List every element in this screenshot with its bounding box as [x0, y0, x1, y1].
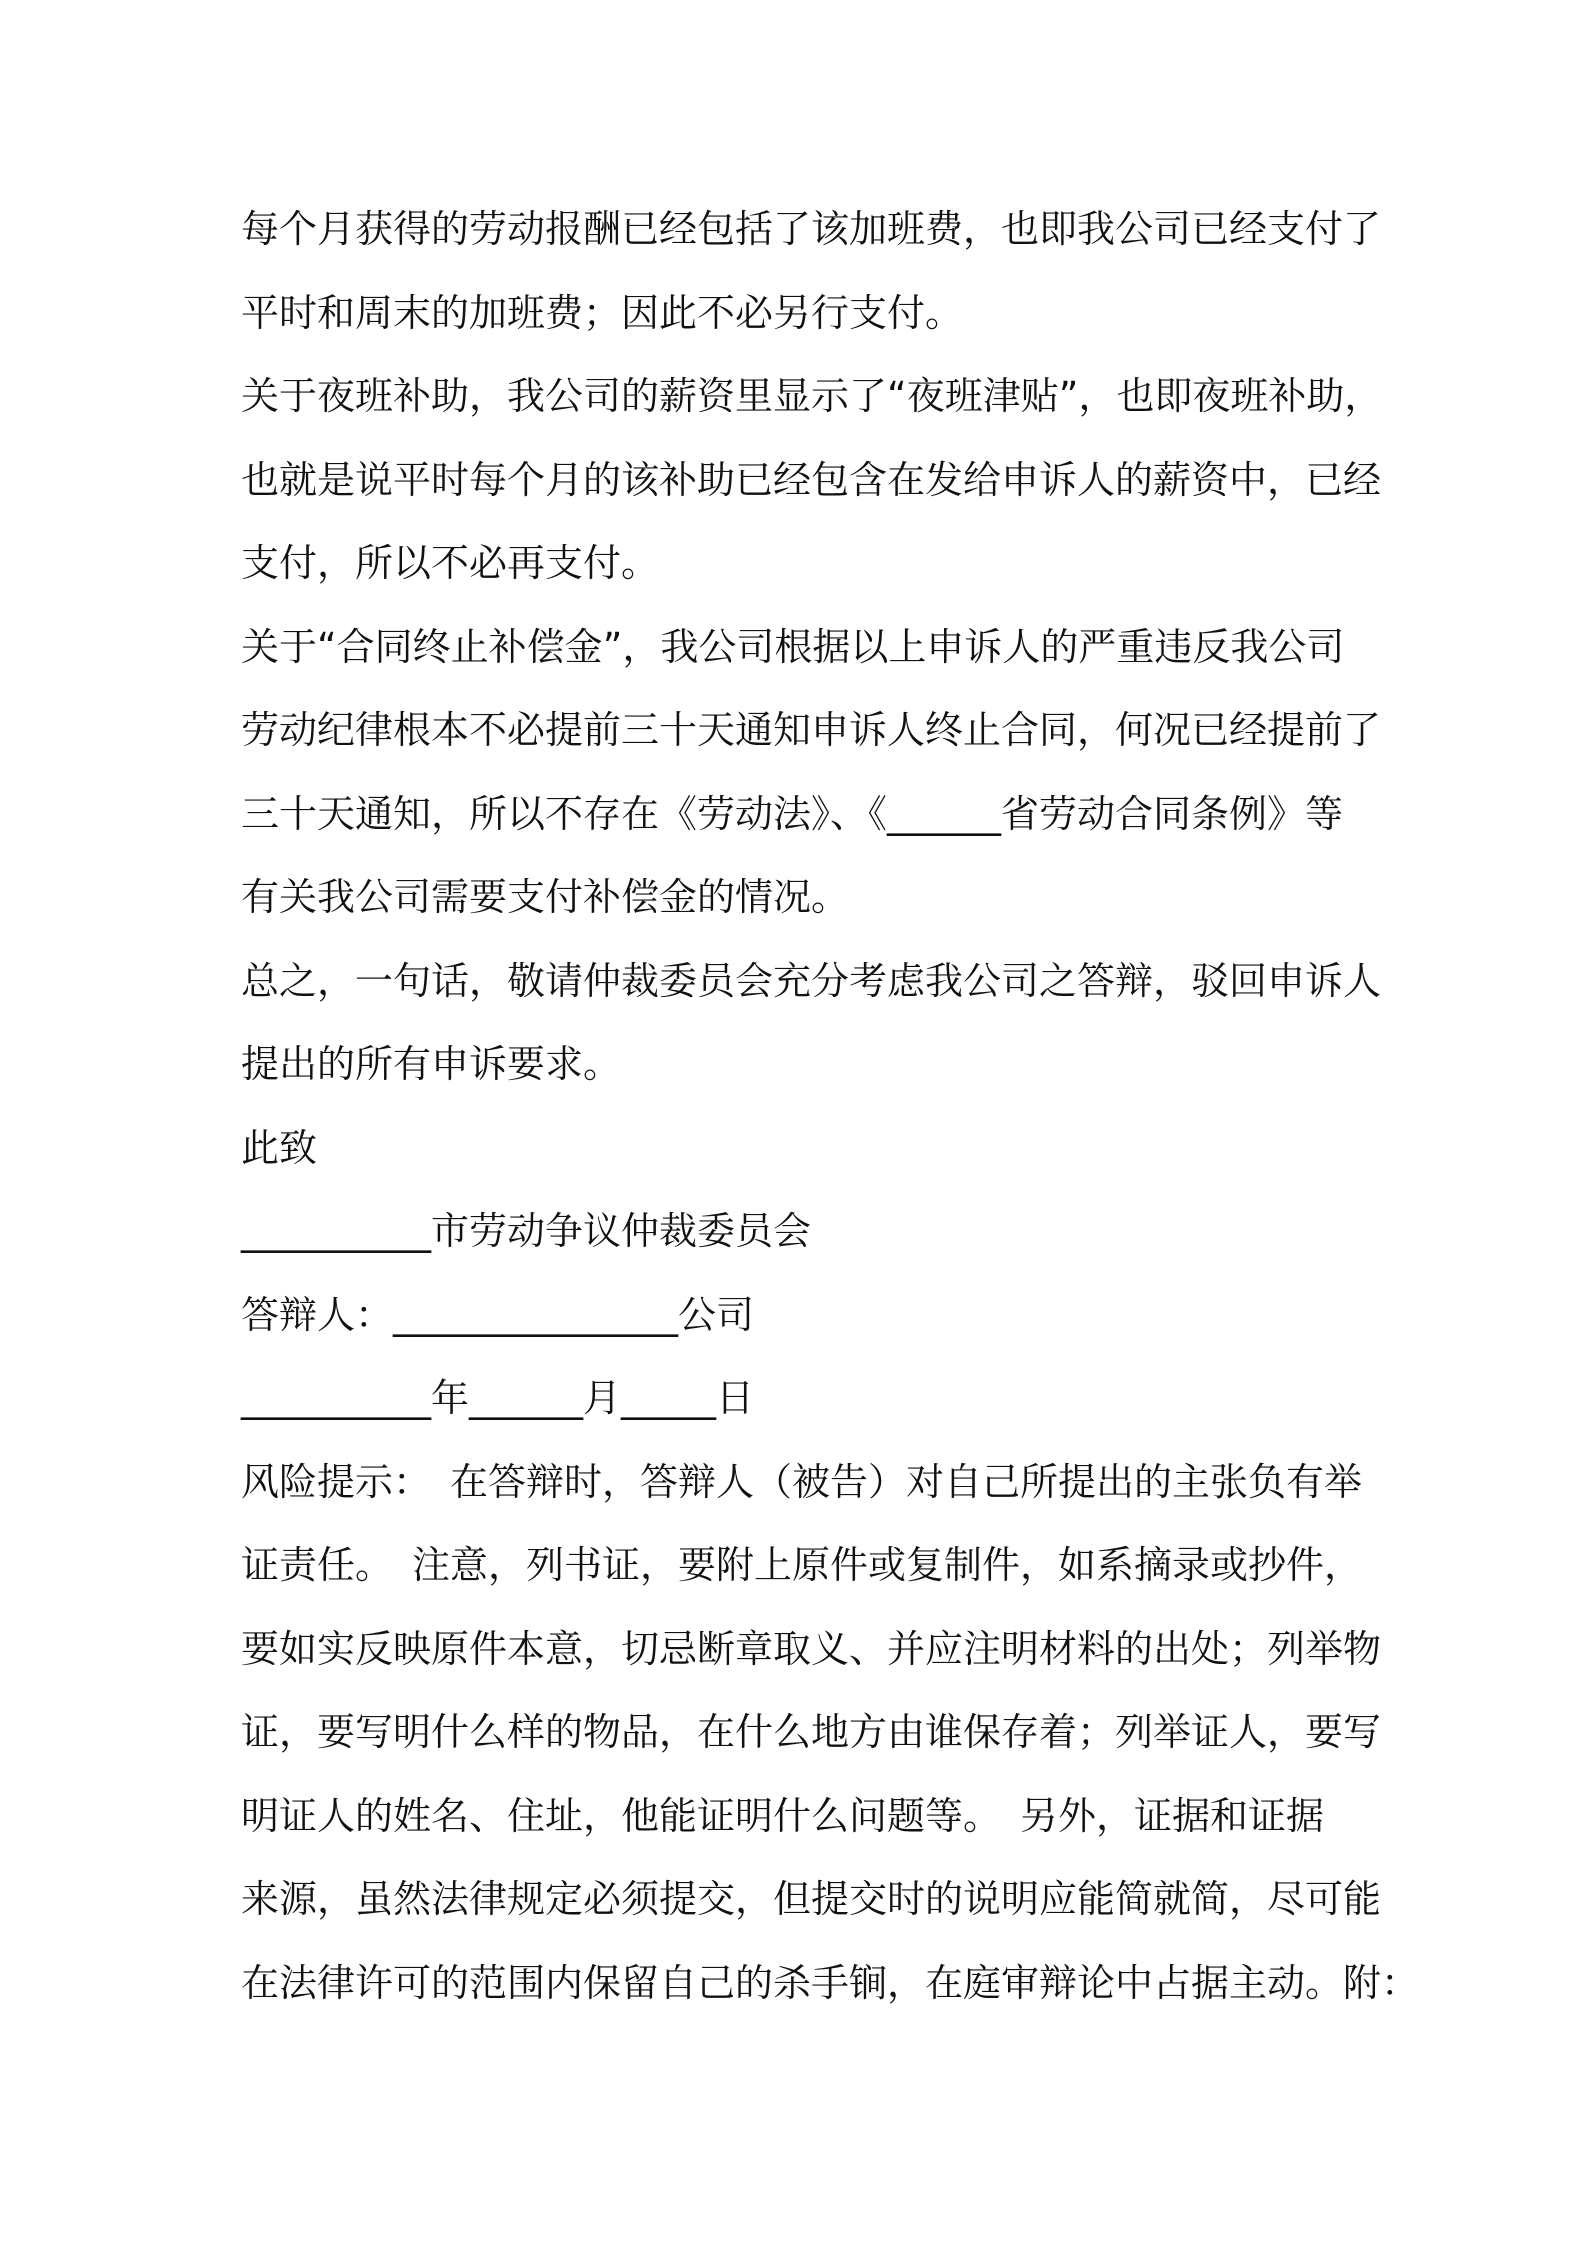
risk-note-line: 在法律许可的范围内保留自己的杀手锏，在庭审辩论中占据主动。附： — [241, 1960, 1420, 2005]
document-body — [241, 188, 1420, 2025]
risk-note-line: 风险提示： 在答辩时，答辩人（被告）对自己所提出的主张负有举 — [241, 1459, 1363, 1504]
respondent-line: 答辩人：_______________公司 — [241, 1292, 755, 1337]
text-line: 支付，所以不必再支付。 — [241, 541, 660, 585]
text-line: 关于夜班补助，我公司的薪资里显示了“夜班津贴”，也即夜班补助， — [241, 374, 1383, 418]
risk-note-line: 来源，虽然法律规定必须提交，但提交时的说明应能简就简，尽可能 — [241, 1877, 1382, 1921]
text-line: 有关我公司需要支付补偿金的情况。 — [241, 875, 850, 919]
text-line: 总之，一句话，敬请仲裁委员会充分考虑我公司之答辩，驳回申诉人 — [241, 958, 1382, 1003]
risk-note-line: 证责任。 注意，列书证，要附上原件或复制件，如系摘录或抄件， — [241, 1543, 1363, 1587]
text-line: 三十天通知，所以不存在《劳动法》、《______省劳动合同条例》等 — [241, 791, 1344, 836]
date-line: __________年______月_____日 — [241, 1376, 755, 1420]
risk-note-line: 证，要写明什么样的物品，在什么地方由谁保存着；列举证人，要写 — [241, 1710, 1382, 1754]
text-line: 也就是说平时每个月的该补助已经包含在发给申诉人的薪资中，已经 — [241, 457, 1382, 502]
text-line: 平时和周末的加班费；因此不必另行支付。 — [241, 290, 964, 335]
text-line: 关于“合同终止补偿金”，我公司根据以上申诉人的严重违反我公司 — [241, 624, 1345, 669]
recipient-line: __________市劳动争议仲裁委员会 — [241, 1209, 812, 1253]
text-line: 劳动纪律根本不必提前三十天通知申诉人终止合同，何况已经提前了 — [241, 708, 1382, 752]
risk-note-line: 明证人的姓名、住址，他能证明什么问题等。 另外，证据和证据 — [241, 1793, 1325, 1838]
text-line: 每个月获得的劳动报酬已经包括了该加班费，也即我公司已经支付了 — [241, 207, 1382, 251]
salutation: 此致 — [241, 1125, 318, 1170]
text-line: 提出的所有申诉要求。 — [241, 1042, 622, 1086]
risk-note-line: 要如实反映原件本意，切忌断章取义、并应注明材料的出处；列举物 — [241, 1626, 1382, 1671]
